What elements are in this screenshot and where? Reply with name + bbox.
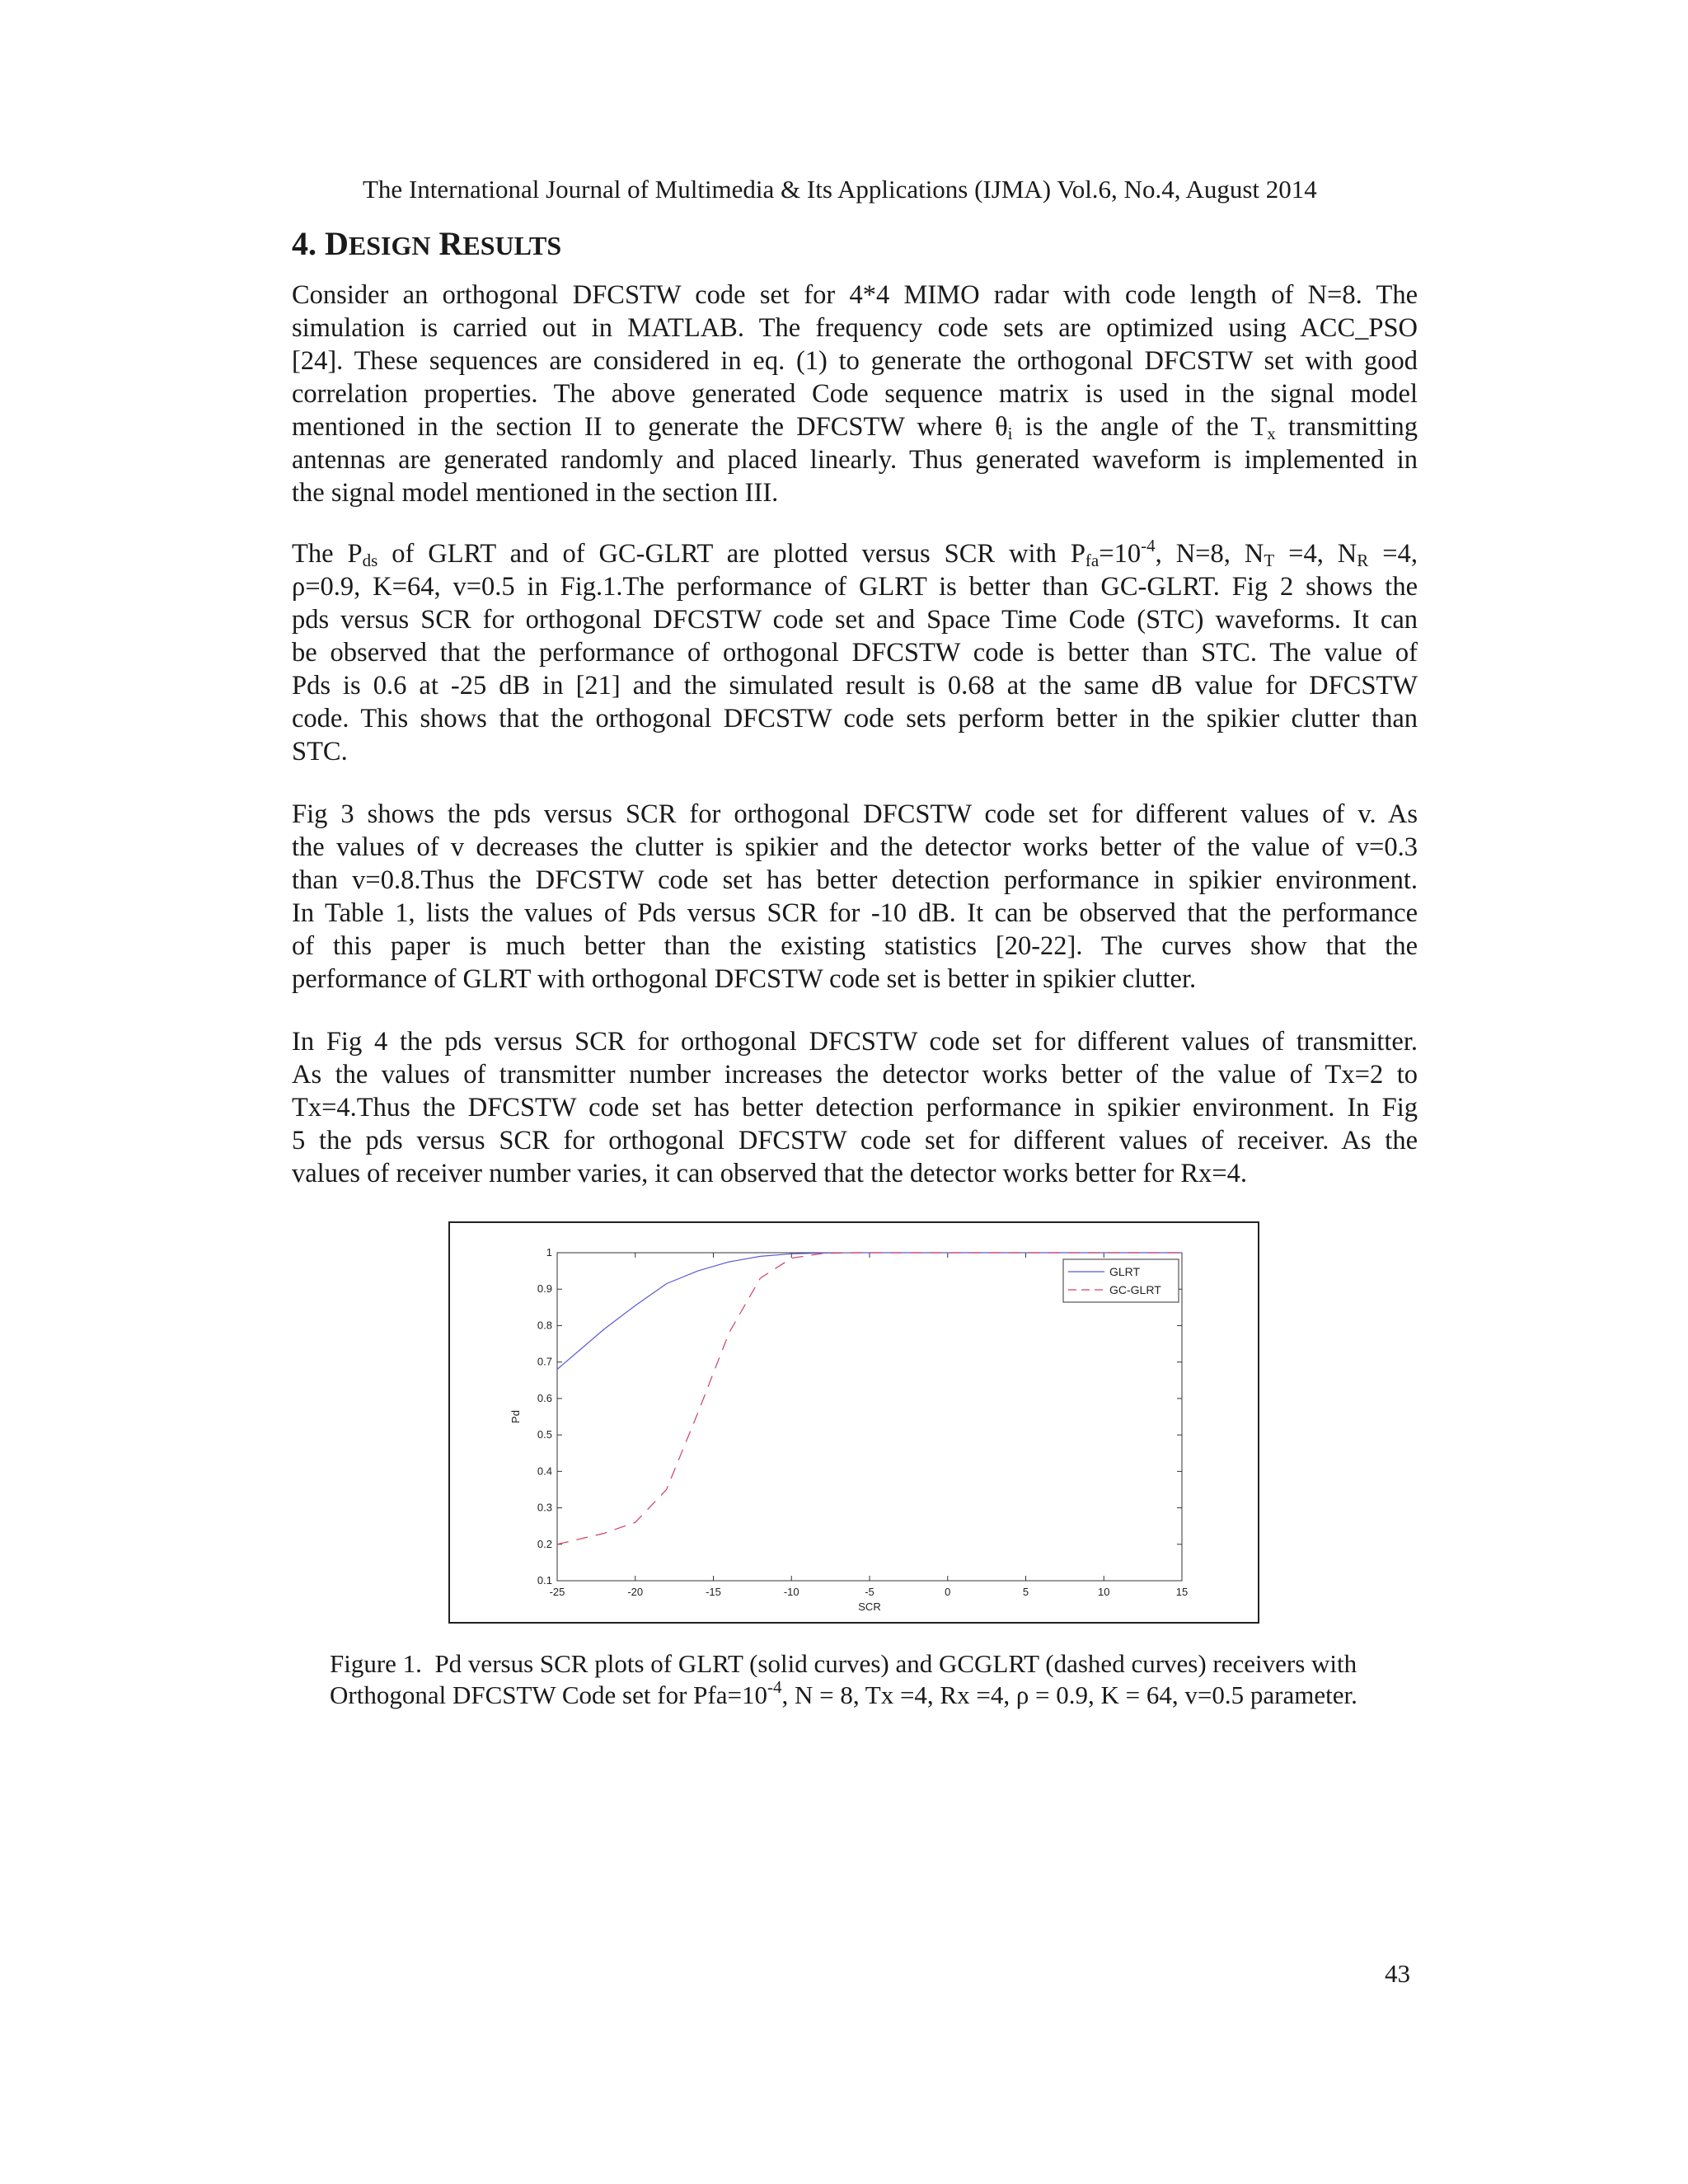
superscript: -4 (1141, 536, 1156, 555)
paragraph-line: the signal model mentioned in the section III. (292, 478, 779, 508)
paragraph-line: of this paper is much better than the existing statistics [20-22]. The curves show that the (292, 931, 1418, 961)
paragraph-line: In Table 1, lists the values of Pds versus SCR for -10 dB. It can be observed that the performance (292, 898, 1418, 928)
paragraph-line: values of receiver number varies, it can observed that the detector works better for Rx=4. (292, 1159, 1248, 1188)
text-run: is the angle of the T (1012, 412, 1268, 442)
section-title-word-1-cap: D (325, 225, 349, 262)
caption-line-1 (330, 1648, 1401, 1680)
paragraph-line: performance of GLRT with orthogonal DFCSTW code set is better in spikier clutter. (292, 964, 1197, 994)
paragraph-line: As the values of transmitter number increases the detector works better of the value of Tx=2 to (292, 1060, 1418, 1090)
figure-caption (330, 1648, 1401, 1711)
y-tick-label: 0.7 (537, 1355, 552, 1368)
subscript: ds (362, 551, 378, 570)
y-tick-label: 0.3 (537, 1501, 552, 1514)
section-title-word-1-rest: ESIGN (348, 231, 431, 260)
paragraph-line: the values of v decreases the clutter is spikier and the detector works better of the value of v=0.3 (292, 832, 1418, 862)
y-tick-label: 0.6 (537, 1391, 552, 1404)
text-run: , N=8, N (1155, 539, 1264, 569)
y-tick-label: 0.1 (537, 1574, 552, 1586)
paragraph-line: than v=0.8.Thus the DFCSTW code set has better detection performance in spikier environment. (292, 865, 1418, 895)
x-tick-label: -10 (783, 1586, 799, 1598)
subscript: fa (1085, 551, 1100, 570)
paragraph-line: Consider an orthogonal DFCSTW code set for 4*4 MIMO radar with code length of N=8. The (292, 280, 1418, 310)
x-tick-label: -25 (549, 1586, 565, 1598)
text-run: =4, (1368, 539, 1418, 569)
x-axis-label: SCR (858, 1601, 881, 1613)
paragraph-line: In Fig 4 the pds versus SCR for orthogonal DFCSTW code set for different values of transmitter. (292, 1027, 1418, 1057)
paragraph-line: [24]. These sequences are considered in eq. (1) to generate the orthogonal DFCSTW set with good (292, 346, 1418, 376)
chart-legend (1063, 1259, 1179, 1302)
caption-text: Pd versus SCR plots of GLRT (solid curves) and GCGLRT (dashed curves) receivers with (434, 1649, 1357, 1678)
paragraph-line: Fig 3 shows the pds versus SCR for orthogonal DFCSTW code set for different values of v. As (292, 799, 1418, 829)
section-heading (292, 224, 561, 265)
paragraph-line: pds versus SCR for orthogonal DFCSTW code set and Space Time Code (STC) waveforms. It can (292, 605, 1418, 635)
paragraph-line: Tx=4.Thus the DFCSTW code set has better detection performance in spikier environment. In Fig (292, 1093, 1418, 1122)
paragraph-4 (292, 1025, 1418, 1190)
paragraph-line: code. This shows that the orthogonal DFCSTW code sets perform better in the spikier clutter than (292, 704, 1418, 733)
subscript: x (1267, 424, 1276, 443)
legend-label: GLRT (1109, 1265, 1141, 1278)
section-title-word-2-cap: R (438, 225, 463, 262)
subscript: T (1264, 551, 1275, 570)
figure-1-frame (448, 1221, 1259, 1624)
paragraph-line (292, 537, 1418, 570)
figure-label: Figure 1. (330, 1649, 422, 1678)
x-tick-label: -15 (706, 1586, 721, 1598)
y-tick-label: 0.8 (537, 1319, 552, 1332)
x-tick-label: 0 (945, 1586, 951, 1598)
paragraph-line: antennas are generated randomly and placed linearly. Thus generated waveform is implemented in (292, 445, 1418, 475)
x-tick-label: -20 (627, 1586, 644, 1598)
paragraph-1 (292, 279, 1418, 509)
subscript: i (1007, 424, 1013, 443)
paragraph-line: simulation is carried out in MATLAB. The frequency code sets are optimized using ACC_PSO (292, 313, 1418, 343)
text-run: =4, N (1274, 539, 1357, 569)
text-run: transmitting (1275, 412, 1418, 442)
pd-vs-scr-chart (450, 1223, 1258, 1622)
caption-text: Orthogonal DFCSTW Code set for Pfa=10 (330, 1680, 767, 1709)
paragraph-line: be observed that the performance of orthogonal DFCSTW code is better than STC. The value of (292, 638, 1418, 668)
section-number: 4. (292, 225, 316, 262)
y-tick-label: 1 (546, 1246, 552, 1258)
y-tick-label: 0.4 (537, 1465, 552, 1478)
y-tick-label: 0.5 (537, 1428, 552, 1441)
y-tick-label: 0.2 (537, 1537, 552, 1550)
paragraph-line: Pds is 0.6 at -25 dB in [21] and the simulated result is 0.68 at the same dB value for DFCSTW (292, 671, 1418, 701)
y-tick-label: 0.9 (537, 1282, 552, 1296)
caption-text: , N = 8, Tx =4, Rx =4, ρ = 0.9, K = 64, v=0.5 parameter. (781, 1680, 1357, 1709)
paragraph-line: STC. (292, 737, 348, 766)
text-run: of GLRT and of GC-GLRT are plotted versus SCR with P (377, 539, 1085, 569)
paragraph-line (292, 410, 1418, 443)
paragraph-2 (292, 537, 1418, 768)
paragraph-3 (292, 798, 1418, 996)
superscript: -4 (767, 1677, 782, 1697)
x-tick-label: 15 (1175, 1586, 1189, 1598)
x-tick-label: 5 (1022, 1586, 1029, 1598)
section-title-word-2-rest: ESULTS (462, 231, 562, 260)
x-tick-label: -5 (865, 1586, 874, 1598)
page-number: 43 (1385, 1959, 1410, 1988)
paragraph-line: ρ=0.9, K=64, v=0.5 in Fig.1.The performance of GLRT is better than GC-GLRT. Fig 2 shows the (292, 572, 1418, 602)
y-axis-label: Pd (509, 1410, 522, 1423)
text-run: The P (292, 539, 363, 569)
text-run: =10 (1099, 539, 1142, 569)
paragraph-line: correlation properties. The above generated Code sequence matrix is used in the signal model (292, 379, 1418, 409)
text-run: mentioned in the section II to generate the DFCSTW where θ (292, 412, 1008, 442)
caption-line-2 (330, 1677, 1401, 1711)
running-header: The International Journal of Multimedia & Its Applications (IJMA) Vol.6, No.4, August 2014 (363, 175, 1317, 204)
subscript: R (1357, 551, 1369, 570)
paragraph-line: 5 the pds versus SCR for orthogonal DFCSTW code set for different values of receiver. As the (292, 1126, 1418, 1155)
x-tick-label: 10 (1098, 1586, 1110, 1598)
legend-label: GC-GLRT (1109, 1283, 1161, 1296)
